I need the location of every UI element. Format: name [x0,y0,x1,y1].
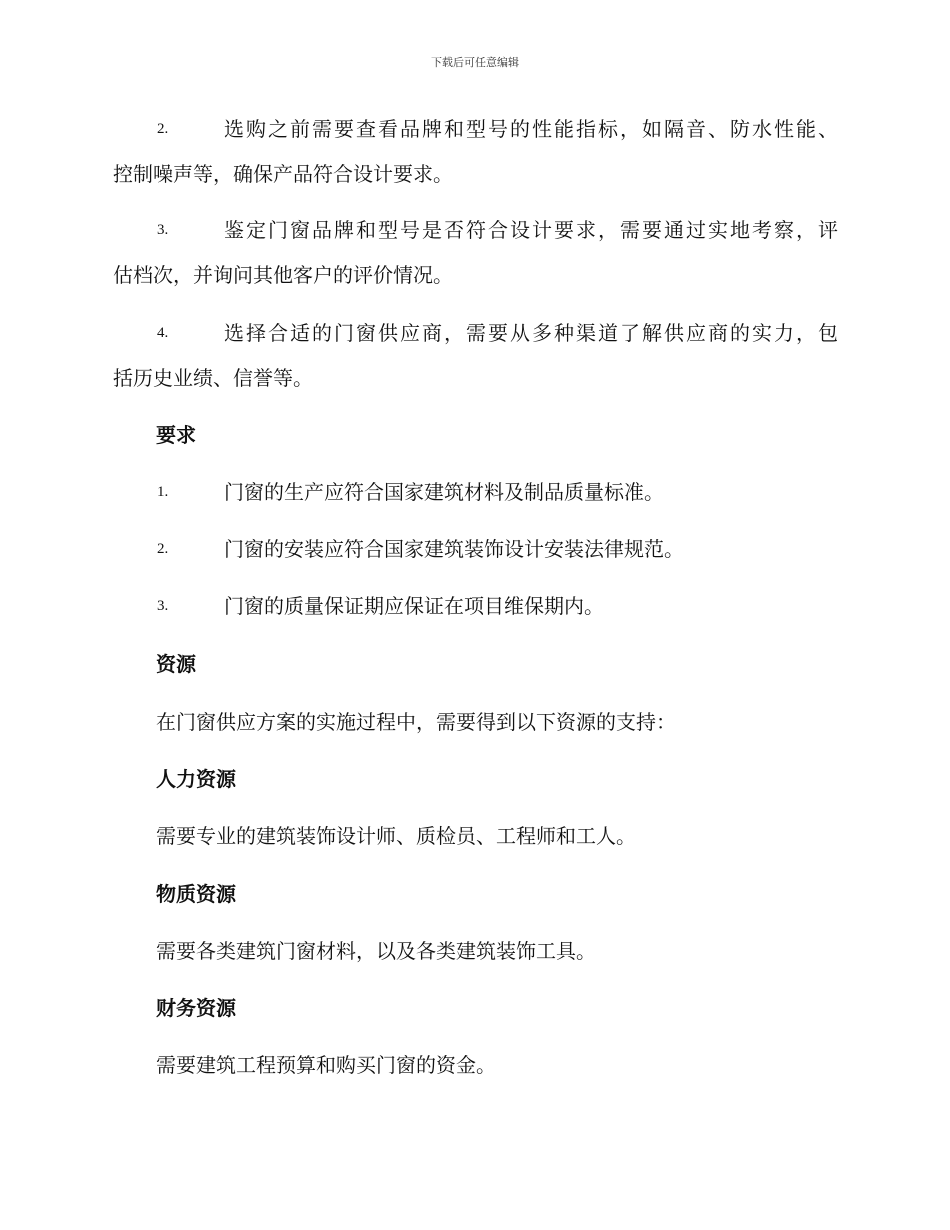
list-item [113,208,838,298]
list-item-line: 选择合适的门窗供应商，需要从多种渠道了解供应商的实力，包 [224,321,838,345]
financial-resources-text: 需要建筑工程预算和购买门窗的资金。 [156,1053,496,1077]
material-resources-text: 需要各类建筑门窗材料，以及各类建筑装饰工具。 [156,939,596,963]
list-item-number: 3. [157,598,169,614]
human-resources-text: 需要专业的建筑装饰设计师、质检员、工程师和工人。 [156,824,636,848]
section-heading-resources: 资源 [156,652,196,676]
list-item-line: 鉴定门窗品牌和型号是否符合设计要求，需要通过实地考察，评 [224,218,838,242]
list-item-number: 4. [157,325,169,341]
list-item [113,470,838,515]
list-item [113,311,838,401]
list-item-line: 估档次，并询问其他客户的评价情况。 [113,263,453,287]
list-item-line: 选购之前需要查看品牌和型号的性能指标，如隔音、防水性能、 [224,117,838,141]
list-item-text: 门窗的质量保证期应保证在项目维保期内。 [224,594,604,618]
page-header: 下载后可任意编辑 [431,56,519,69]
list-item-number: 2. [157,541,169,557]
list-item-text: 门窗的安装应符合国家建筑装饰设计安装法律规范。 [224,537,684,561]
section-heading-requirements: 要求 [156,423,196,447]
list-item-number: 2. [157,121,169,137]
list-item-line: 括历史业绩、信誉等。 [113,366,313,390]
subheading-financial-resources: 财务资源 [156,996,236,1020]
list-item-number: 3. [157,222,169,238]
resources-intro: 在门窗供应方案的实施过程中，需要得到以下资源的支持： [156,710,676,734]
list-item [113,107,838,197]
list-item [113,584,838,629]
subheading-human-resources: 人力资源 [156,767,236,791]
list-item [113,527,838,572]
list-item-line: 控制噪声等，确保产品符合设计要求。 [113,162,453,186]
subheading-material-resources: 物质资源 [156,882,236,906]
list-item-number: 1. [157,484,169,500]
list-item-text: 门窗的生产应符合国家建筑材料及制品质量标准。 [224,480,664,504]
